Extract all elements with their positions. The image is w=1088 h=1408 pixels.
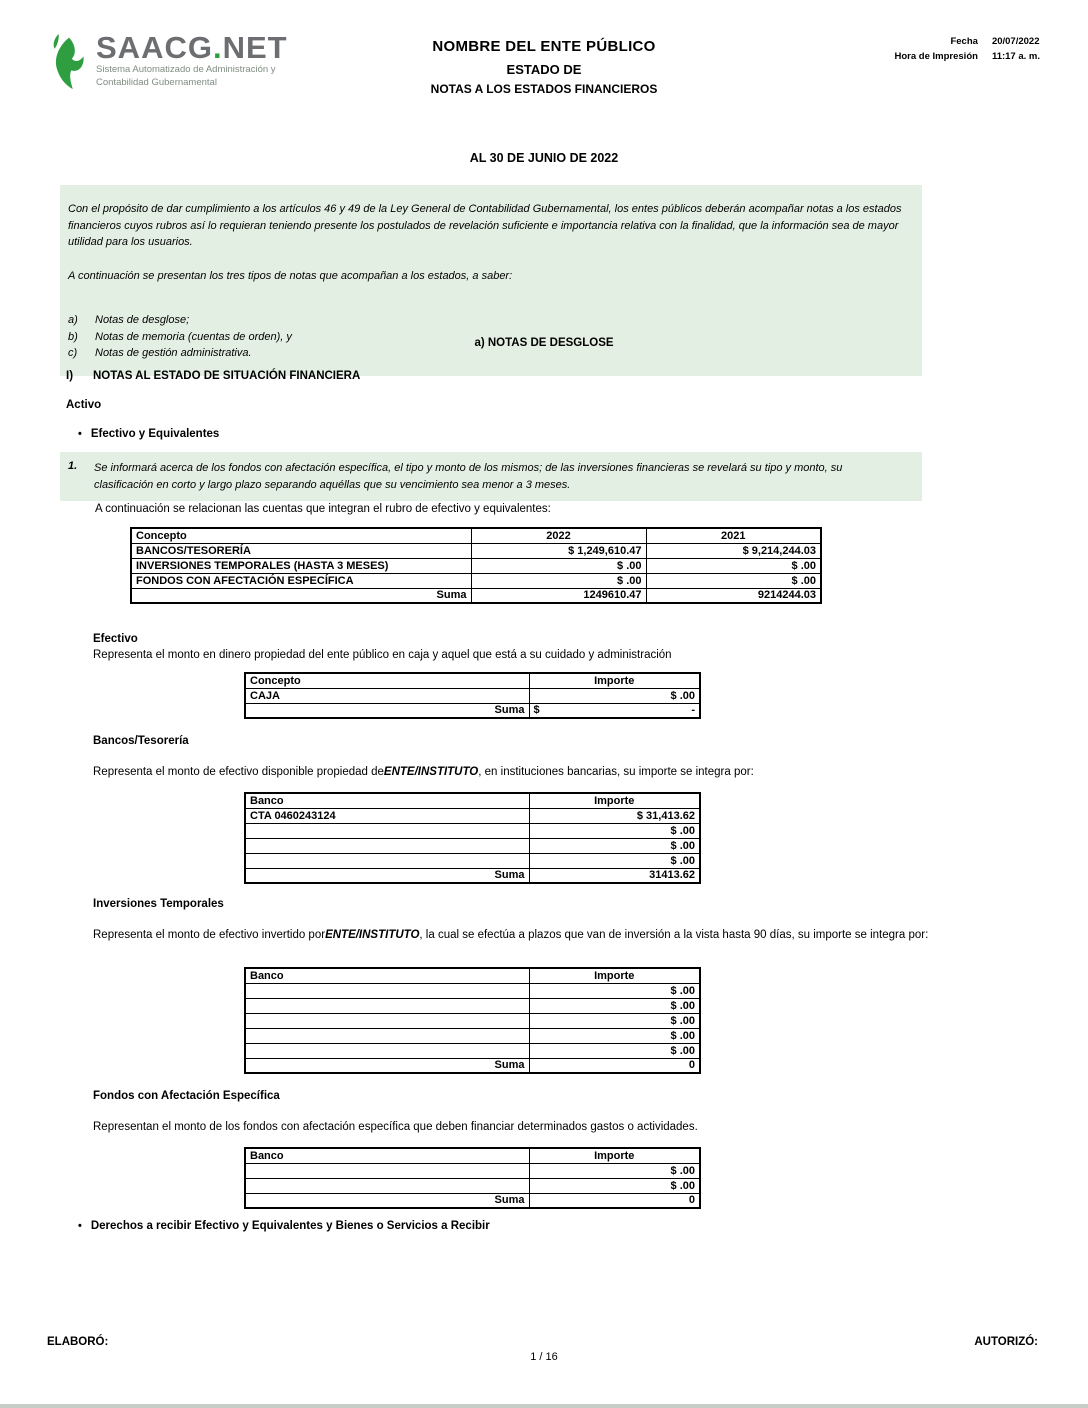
fondos-table (244, 1147, 701, 1209)
table-suma-row: Suma 0 (245, 1193, 700, 1208)
table-row: CTA 0460243124 $ 31,413.62 (245, 808, 700, 823)
autorizo-label: AUTORIZÓ: (974, 1336, 1038, 1348)
inversiones-description: Representa el monto de efectivo invertido porENTE/INSTITUTO, la cual se efectúa a plazos que van de inversión a la vista hasta 90 días, su importe se integra por: (93, 929, 929, 941)
fondos-description: Representan el monto de los fondos con afectación específica que deben financiar determinados gastos o actividades. (93, 1121, 698, 1133)
table-row: $ .00 (245, 1013, 700, 1028)
date-value: 20/07/2022 (991, 36, 1040, 47)
table-row: $ .00 (245, 983, 700, 998)
table-suma-row: Suma $ - (245, 703, 700, 718)
period-title: AL 30 DE JUNIO DE 2022 (469, 151, 619, 165)
table-row: CAJA $ .00 (245, 688, 700, 703)
table-header-row: Banco Importe (245, 793, 700, 808)
table-row: INVERSIONES TEMPORALES (HASTA 3 MESES) $ .00 $ .00 (131, 558, 821, 573)
table-row: FONDOS CON AFECTACIÓN ESPECÍFICA $ .00 $ .00 (131, 573, 821, 588)
table-suma-row: Suma 31413.62 (245, 868, 700, 883)
elaboro-label: ELABORÓ: (47, 1336, 109, 1348)
note-type-item: c) Notas de gestión administrativa. (68, 347, 252, 359)
table-header-row: Banco Importe (245, 968, 700, 983)
table-suma-row: Suma 1249610.47 9214244.03 (131, 588, 821, 603)
note-1-box (60, 452, 922, 501)
page-bottom-edge (0, 1404, 1088, 1408)
table-row: $ .00 (245, 1043, 700, 1058)
entity-name: NOMBRE DEL ENTE PÚBLICO (432, 38, 656, 55)
time-value: 11:17 a. m. (991, 51, 1040, 62)
table-row: $ .00 (245, 1178, 700, 1193)
intro-paragraph-2: A continuación se presentan los tres tipos de notas que acompañan a los estados, a saber: (68, 269, 513, 282)
bullet-efectivo-equivalentes: • Efectivo y Equivalentes (78, 428, 219, 440)
note-type-item: a) Notas de desglose; (68, 314, 190, 326)
report-title-line1: ESTADO DE (506, 62, 582, 77)
table-row: $ .00 (245, 998, 700, 1013)
page-number: 1 / 16 (530, 1351, 558, 1363)
bancos-description: Representa el monto de efectivo disponible propiedad deENTE/INSTITUTO, en instituciones bancarias, su importe se integra por: (93, 766, 754, 778)
logo-wordmark: SAACG.NET (96, 30, 288, 65)
bancos-heading: Bancos/Tesorería (93, 735, 189, 747)
note-type-item: b) Notas de memoria (cuentas de orden), y (68, 330, 292, 343)
intro-paragraph-1: Con el propósito de dar cumplimiento a los artículos 46 y 49 de la Ley General de Contabilidad Gubernamental, los entes públicos deberán acompañar notas a los estados financieros cuyos rubros así lo requieran teniendo presente los postulados de revelación suficiente e importancia relativa con la finalidad, que la información sea de mayor utilidad para los usuarios. (68, 203, 902, 248)
table-suma-row: Suma 0 (245, 1058, 700, 1073)
table-header-row: Banco Importe (245, 1148, 700, 1163)
inversiones-heading: Inversiones Temporales (93, 898, 224, 910)
caja-table (244, 672, 701, 719)
table-row: $ .00 (245, 853, 700, 868)
table-row: $ .00 (245, 1028, 700, 1043)
print-meta (895, 36, 1040, 62)
section-i-title: I) NOTAS AL ESTADO DE SITUACIÓN FINANCIERA (66, 370, 361, 382)
resumen-intro-text: A continuación se relacionan las cuentas que integran el rubro de efectivo y equivalentes: (95, 503, 551, 515)
table-row: $ .00 (245, 823, 700, 838)
bullet-derechos-recibir: • Derechos a recibir Efectivo y Equivalentes y Bienes o Servicios a Recibir (78, 1220, 490, 1232)
logo-subtitle-1: Sistema Automatizado de Administración y (96, 64, 276, 75)
logo-subtitle-2: Contabilidad Gubernamental (96, 77, 217, 88)
table-header-row: Concepto Importe (245, 673, 700, 688)
note-1-marker: 1. (68, 460, 78, 472)
note-1-text: Se informará acerca de los fondos con afectación específica, el tipo y monto de los mismos; de las inversiones financieras se revelará su tipo y monto, su clasificación en corto y largo plazo separando aquéllas que su vencimiento sea menor a 3 meses. (94, 462, 843, 491)
report-title-line2: NOTAS A LOS ESTADOS FINANCIEROS (430, 82, 658, 96)
date-label: Fecha (950, 36, 978, 47)
efectivo-description: Representa el monto en dinero propiedad del ente público en caja y aquel que está a su cuidado y administración (93, 649, 672, 661)
time-label: Hora de Impresión (894, 51, 978, 62)
section-a-title: a) NOTAS DE DESGLOSE (474, 337, 614, 349)
fondos-heading: Fondos con Afectación Específica (93, 1090, 280, 1102)
table-row: $ .00 (245, 1163, 700, 1178)
efectivo-equivalentes-table (130, 527, 822, 604)
table-row: $ .00 (245, 838, 700, 853)
table-header-row: Concepto 2022 2021 (131, 528, 821, 543)
activo-heading: Activo (66, 399, 102, 411)
table-row: BANCOS/TESORERÍA $ 1,249,610.47 $ 9,214,244.03 (131, 543, 821, 558)
bancos-table (244, 792, 701, 884)
inversiones-table (244, 967, 701, 1074)
efectivo-heading: Efectivo (93, 633, 138, 645)
